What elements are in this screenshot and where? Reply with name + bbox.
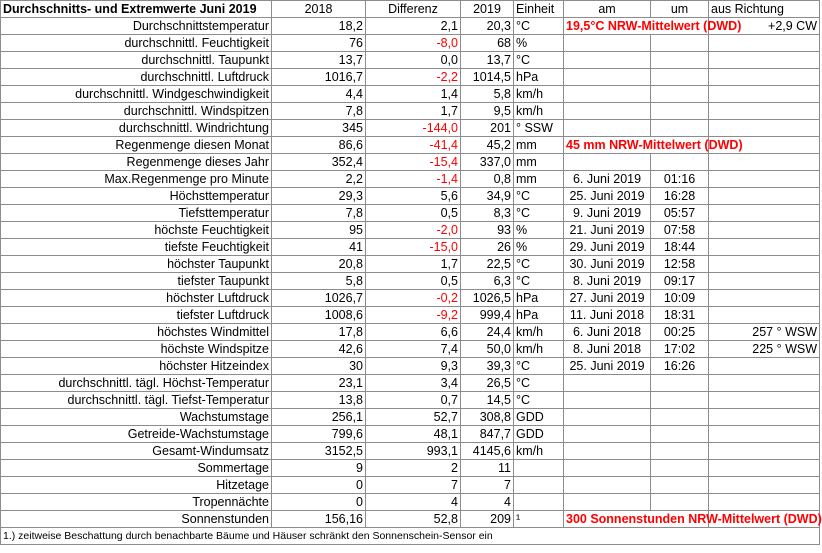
footer-row [1,528,820,545]
date-cell: 21. Juni 2019 [564,222,651,239]
time-cell [651,52,709,69]
unit-cell: hPa [514,69,564,86]
value-2018: 7,8 [272,103,366,120]
wind-direction [709,239,820,256]
row-label: tiefster Luftdruck [1,307,272,324]
row-label: höchster Hitzeindex [1,358,272,375]
value-difference: 5,6 [366,188,461,205]
date-cell [564,103,651,120]
row-label: Gesamt-Windumsatz [1,443,272,460]
header-um: um [651,1,709,18]
value-difference: 0,5 [366,205,461,222]
wind-direction [709,35,820,52]
time-cell: 10:09 [651,290,709,307]
value-2018: 5,8 [272,273,366,290]
header-row [1,1,820,18]
unit-cell: °C [514,52,564,69]
date-cell: 25. Juni 2019 [564,358,651,375]
wind-direction [709,392,820,409]
date-cell: 27. Juni 2019 [564,290,651,307]
table-row [1,341,820,358]
table-row [1,324,820,341]
unit-cell: km/h [514,103,564,120]
table-row [1,477,820,494]
time-cell: 00:25 [651,324,709,341]
unit-cell: °C [514,205,564,222]
table-row [1,511,820,528]
table-row [1,443,820,460]
value-2019: 0,8 [461,171,514,188]
row-label: durchschnittl. Windgeschwindigkeit [1,86,272,103]
time-cell: 16:28 [651,188,709,205]
table-row [1,69,820,86]
nrw-average-note: 19,5°C NRW-Mittelwert (DWD) [564,18,709,35]
value-difference: 52,8 [366,511,461,528]
date-cell [564,86,651,103]
value-difference: 7,4 [366,341,461,358]
value-difference: 0,7 [366,392,461,409]
value-difference: 3,4 [366,375,461,392]
wind-direction [709,494,820,511]
value-2018: 18,2 [272,18,366,35]
wind-direction [709,103,820,120]
value-2019: 45,2 [461,137,514,154]
date-cell [564,494,651,511]
header-2019: 2019 [461,1,514,18]
table-row [1,375,820,392]
wind-direction [709,307,820,324]
unit-cell: °C [514,392,564,409]
value-difference: 52,7 [366,409,461,426]
date-cell [564,460,651,477]
date-cell [564,375,651,392]
value-2018: 13,7 [272,52,366,69]
time-cell [651,409,709,426]
value-2018: 42,6 [272,341,366,358]
unit-cell: hPa [514,290,564,307]
value-2018: 799,6 [272,426,366,443]
time-cell [651,69,709,86]
value-2018: 95 [272,222,366,239]
value-2018: 3152,5 [272,443,366,460]
wind-direction [709,426,820,443]
row-label: durchschnittl. Taupunkt [1,52,272,69]
value-difference: 2,1 [366,18,461,35]
row-label: durchschnittl. Windspitzen [1,103,272,120]
wind-direction [709,477,820,494]
time-cell: 09:17 [651,273,709,290]
table-row [1,103,820,120]
unit-cell [514,460,564,477]
value-2019: 999,4 [461,307,514,324]
value-2019: 93 [461,222,514,239]
unit-cell: % [514,35,564,52]
value-2019: 11 [461,460,514,477]
table-row [1,86,820,103]
unit-cell: GDD [514,409,564,426]
row-label: Hitzetage [1,477,272,494]
wind-direction: +2,9 CW [709,18,820,35]
value-2018: 2,2 [272,171,366,188]
wind-direction [709,256,820,273]
time-cell: 01:16 [651,171,709,188]
time-cell [651,443,709,460]
unit-cell: mm [514,154,564,171]
value-difference: 4 [366,494,461,511]
value-difference: -0,2 [366,290,461,307]
value-2018: 30 [272,358,366,375]
date-cell [564,477,651,494]
table-row [1,494,820,511]
value-difference: -1,4 [366,171,461,188]
unit-cell: °C [514,256,564,273]
value-2018: 1026,7 [272,290,366,307]
value-difference: 6,6 [366,324,461,341]
row-label: Max.Regenmenge pro Minute [1,171,272,188]
unit-cell: ° SSW [514,120,564,137]
value-2018: 7,8 [272,205,366,222]
table-row [1,392,820,409]
unit-cell: mm [514,171,564,188]
value-2019: 5,8 [461,86,514,103]
unit-cell: % [514,222,564,239]
time-cell [651,477,709,494]
value-2018: 76 [272,35,366,52]
value-2019: 8,3 [461,205,514,222]
time-cell: 12:58 [651,256,709,273]
value-2018: 29,3 [272,188,366,205]
row-label: höchste Windspitze [1,341,272,358]
date-cell [564,69,651,86]
time-cell [651,392,709,409]
table-row [1,205,820,222]
value-2019: 68 [461,35,514,52]
date-cell [564,443,651,460]
date-cell: 25. Juni 2019 [564,188,651,205]
row-label: Sonnenstunden [1,511,272,528]
time-cell [651,154,709,171]
unit-cell: km/h [514,86,564,103]
value-difference: 1,7 [366,103,461,120]
wind-direction [709,154,820,171]
date-cell [564,52,651,69]
row-label: durchschnittl. Luftdruck [1,69,272,86]
wind-direction: 257 ° WSW [709,324,820,341]
table-row [1,426,820,443]
table-title: Durchschnitts- und Extremwerte Juni 2019 [1,1,272,18]
unit-cell: km/h [514,341,564,358]
header-am: am [564,1,651,18]
row-label: höchste Feuchtigkeit [1,222,272,239]
value-2018: 0 [272,494,366,511]
unit-cell: GDD [514,426,564,443]
header-unit: Einheit [514,1,564,18]
time-cell: 05:57 [651,205,709,222]
table-row [1,188,820,205]
value-2018: 23,1 [272,375,366,392]
value-2019: 1014,5 [461,69,514,86]
value-2019: 22,5 [461,256,514,273]
table-row [1,52,820,69]
table-row [1,358,820,375]
unit-cell: °C [514,188,564,205]
time-cell: 07:58 [651,222,709,239]
unit-cell: °C [514,358,564,375]
time-cell [651,120,709,137]
value-2019: 6,3 [461,273,514,290]
value-2019: 847,7 [461,426,514,443]
value-2019: 14,5 [461,392,514,409]
time-cell: 18:44 [651,239,709,256]
value-difference: -15,0 [366,239,461,256]
value-difference: 7 [366,477,461,494]
unit-cell: km/h [514,324,564,341]
wind-direction [709,290,820,307]
table-row [1,171,820,188]
value-2019: 1026,5 [461,290,514,307]
value-2019: 26 [461,239,514,256]
row-label: Tropennächte [1,494,272,511]
wind-direction [709,443,820,460]
value-2019: 4 [461,494,514,511]
value-difference: 0,5 [366,273,461,290]
table-row [1,222,820,239]
value-2018: 13,8 [272,392,366,409]
wind-direction [709,120,820,137]
value-difference: -2,0 [366,222,461,239]
wind-direction [709,460,820,477]
nrw-average-note: 300 Sonnenstunden NRW-Mittelwert (DWD) [564,511,709,528]
date-cell: 6. Juni 2019 [564,171,651,188]
value-difference: 1,4 [366,86,461,103]
header-diff: Differenz [366,1,461,18]
value-2018: 86,6 [272,137,366,154]
time-cell: 16:26 [651,358,709,375]
table-row [1,137,820,154]
footnote: 1.) zeitweise Beschattung durch benachbarte Bäume und Häuser schränkt den Sonnenschein-Sensor ein [1,528,820,545]
value-2019: 201 [461,120,514,137]
value-2018: 41 [272,239,366,256]
time-cell [651,35,709,52]
time-cell: 18:31 [651,307,709,324]
date-cell [564,154,651,171]
value-2019: 50,0 [461,341,514,358]
row-label: höchstes Windmittel [1,324,272,341]
row-label: höchster Luftdruck [1,290,272,307]
row-label: Getreide-Wachstumstage [1,426,272,443]
date-cell: 8. Juni 2018 [564,341,651,358]
table-row [1,409,820,426]
value-2018: 345 [272,120,366,137]
value-difference: 2 [366,460,461,477]
row-label: Sommertage [1,460,272,477]
time-cell [651,426,709,443]
value-2018: 4,4 [272,86,366,103]
value-2019: 337,0 [461,154,514,171]
value-2019: 9,5 [461,103,514,120]
wind-direction [709,171,820,188]
value-difference: -41,4 [366,137,461,154]
value-2019: 39,3 [461,358,514,375]
row-label: Regenmenge diesen Monat [1,137,272,154]
value-difference: -144,0 [366,120,461,137]
unit-cell: °C [514,375,564,392]
value-2018: 0 [272,477,366,494]
wind-direction [709,273,820,290]
value-2018: 256,1 [272,409,366,426]
time-cell [651,375,709,392]
value-2018: 1008,6 [272,307,366,324]
date-cell [564,426,651,443]
date-cell [564,409,651,426]
row-label: Wachstumstage [1,409,272,426]
unit-cell: °C [514,273,564,290]
table-row [1,154,820,171]
date-cell: 6. Juni 2018 [564,324,651,341]
value-difference: -9,2 [366,307,461,324]
unit-cell [514,494,564,511]
wind-direction [709,358,820,375]
unit-cell: hPa [514,307,564,324]
unit-cell: % [514,239,564,256]
row-label: Durchschnittstemperatur [1,18,272,35]
value-2019: 13,7 [461,52,514,69]
value-2019: 26,5 [461,375,514,392]
row-label: durchschnittl. Windrichtung [1,120,272,137]
row-label: tiefster Taupunkt [1,273,272,290]
unit-cell: mm [514,137,564,154]
nrw-average-note: 45 mm NRW-Mittelwert (DWD) [564,137,709,154]
value-difference: 9,3 [366,358,461,375]
value-difference: 0,0 [366,52,461,69]
unit-cell [514,477,564,494]
row-label: durchschnittl. tägl. Höchst-Temperatur [1,375,272,392]
value-difference: 48,1 [366,426,461,443]
wind-direction: 225 ° WSW [709,341,820,358]
value-2018: 352,4 [272,154,366,171]
date-cell: 8. Juni 2019 [564,273,651,290]
row-label: Höchsttemperatur [1,188,272,205]
value-2019: 209 [461,511,514,528]
table-row [1,256,820,273]
value-2018: 20,8 [272,256,366,273]
time-cell [651,103,709,120]
unit-cell: ¹ [514,511,564,528]
value-2018: 156,16 [272,511,366,528]
row-label: Regenmenge dieses Jahr [1,154,272,171]
row-label: tiefste Feuchtigkeit [1,239,272,256]
value-2019: 24,4 [461,324,514,341]
value-2019: 34,9 [461,188,514,205]
unit-cell: °C [514,18,564,35]
value-2018: 1016,7 [272,69,366,86]
date-cell [564,392,651,409]
wind-direction [709,52,820,69]
value-2019: 308,8 [461,409,514,426]
row-label: durchschnittl. Feuchtigkeit [1,35,272,52]
value-difference: -8,0 [366,35,461,52]
table-row [1,290,820,307]
date-cell: 11. Juni 2018 [564,307,651,324]
wind-direction [709,409,820,426]
wind-direction [709,188,820,205]
date-cell [564,120,651,137]
table-row [1,239,820,256]
table-row [1,18,820,35]
row-label: höchster Taupunkt [1,256,272,273]
wind-direction [709,205,820,222]
unit-cell: km/h [514,443,564,460]
wind-direction [709,375,820,392]
value-2018: 9 [272,460,366,477]
table-row [1,120,820,137]
table-row [1,35,820,52]
table-body [1,18,820,528]
value-2019: 4145,6 [461,443,514,460]
wind-direction [709,69,820,86]
date-cell: 30. Juni 2019 [564,256,651,273]
header-2018: 2018 [272,1,366,18]
row-label: durchschnittl. tägl. Tiefst-Temperatur [1,392,272,409]
time-cell [651,86,709,103]
value-difference: -2,2 [366,69,461,86]
table-row [1,273,820,290]
value-difference: -15,4 [366,154,461,171]
row-label: Tiefsttemperatur [1,205,272,222]
value-2019: 20,3 [461,18,514,35]
wind-direction [709,222,820,239]
time-cell: 17:02 [651,341,709,358]
value-difference: 1,7 [366,256,461,273]
header-direction: aus Richtung [709,1,820,18]
date-cell: 29. Juni 2019 [564,239,651,256]
value-2018: 17,8 [272,324,366,341]
time-cell [651,494,709,511]
value-difference: 993,1 [366,443,461,460]
date-cell: 9. Juni 2019 [564,205,651,222]
table-row [1,307,820,324]
value-2019: 7 [461,477,514,494]
table-row [1,460,820,477]
date-cell [564,35,651,52]
wind-direction [709,86,820,103]
time-cell [651,460,709,477]
